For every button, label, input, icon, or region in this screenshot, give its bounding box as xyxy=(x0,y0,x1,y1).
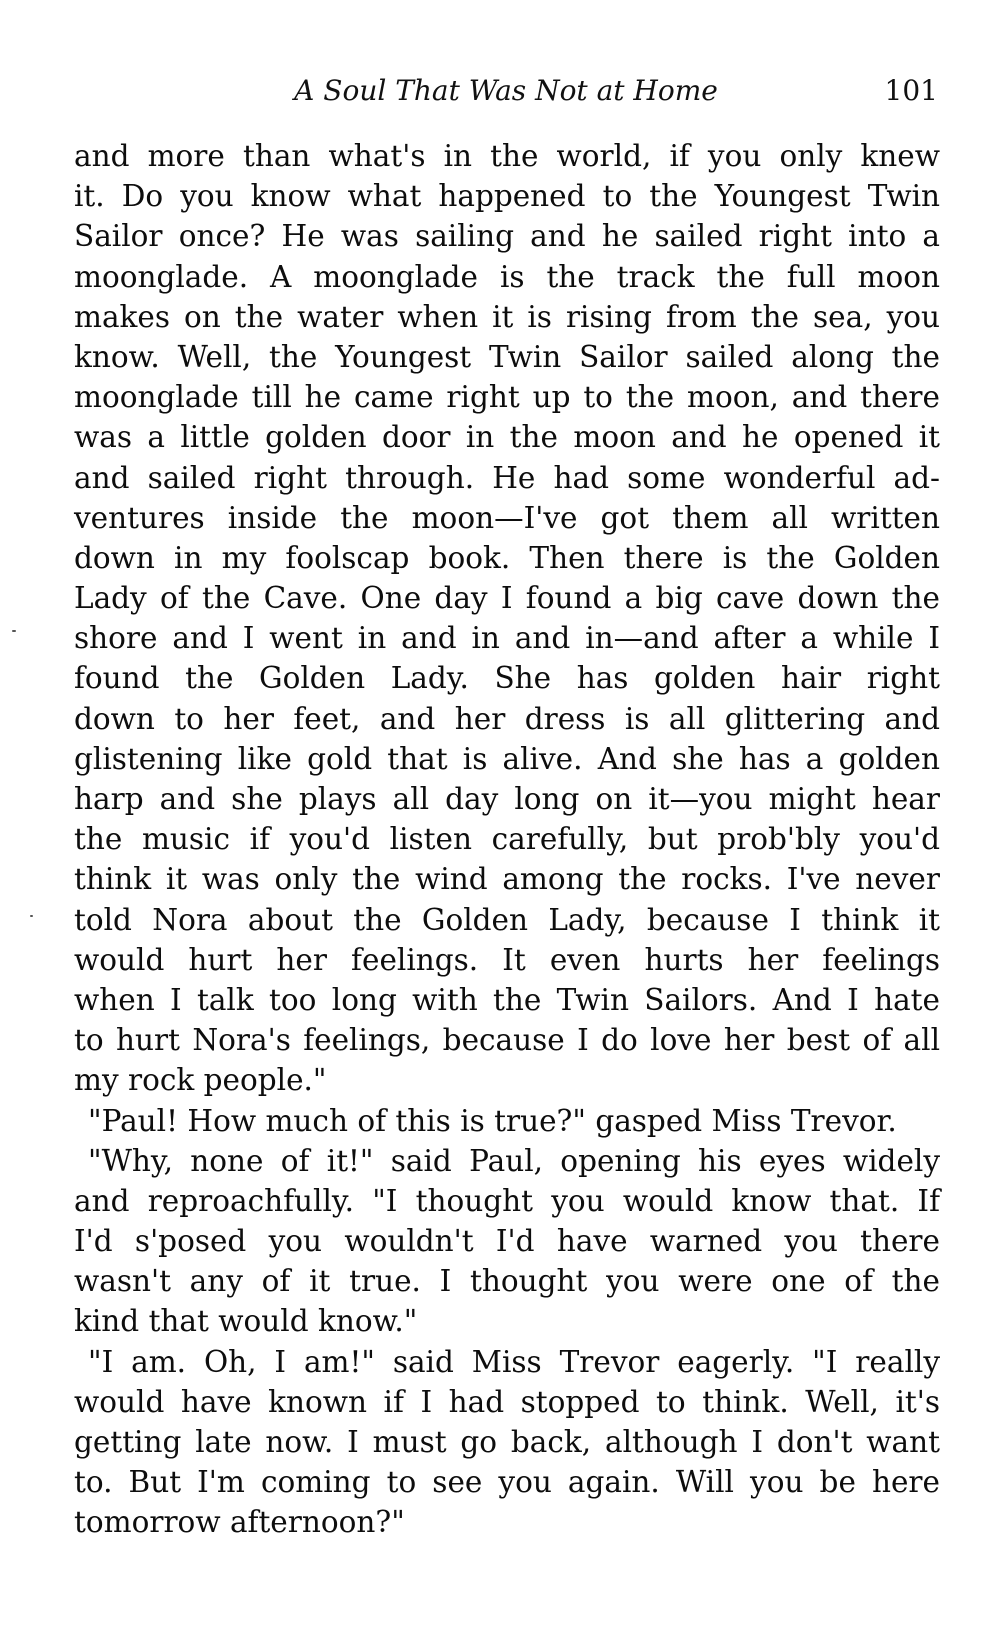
text-line: and reproachfully. "I thought you would know that. If xyxy=(74,1183,940,1218)
text-line: Sailor once? He was sailing and he sailed right into a xyxy=(74,219,940,254)
text-line: told Nora about the Golden Lady, because I think it xyxy=(74,902,940,937)
text-line: shore and I went in and in and in—and after a while I xyxy=(74,621,940,656)
text-line: "Why, none of it!" said Paul, opening his eyes widely xyxy=(88,1143,940,1178)
scan-speck xyxy=(12,630,16,632)
text-line: glistening like gold that is alive. And she has a golden xyxy=(74,741,940,776)
text-line: wasn't any of it true. I thought you were one of the xyxy=(74,1264,940,1299)
text-line: down to her feet, and her dress is all glittering and xyxy=(74,701,940,736)
text-line: Lady of the Cave. One day I found a big cave down the xyxy=(74,581,940,616)
text-line: know. Well, the Youngest Twin Sailor sailed along the xyxy=(74,339,940,374)
text-line: would have known if I had stopped to think. Well, it's xyxy=(74,1384,940,1419)
text-line: moonglade till he came right up to the moon, and there xyxy=(74,380,940,415)
text-line: harp and she plays all day long on it—you might hear xyxy=(74,782,940,816)
text-line: getting late now. I must go back, although I don't want xyxy=(74,1425,940,1459)
page-number: 101 xyxy=(884,74,938,107)
text-line: when I talk too long with the Twin Sailors. And I hate xyxy=(74,982,940,1017)
text-line: and sailed right through. He had some wonderful ad- xyxy=(74,460,940,495)
scan-speck xyxy=(30,915,33,917)
text-line: the music if you'd listen carefully, but prob'bly you'd xyxy=(74,822,940,857)
text-line: moonglade. A moonglade is the track the full moon xyxy=(74,259,940,294)
text-line: I'd s'posed you wouldn't I'd have warned you there xyxy=(74,1224,940,1259)
text-line: think it was only the wind among the rocks. I've never xyxy=(74,862,940,897)
running-title: A Soul That Was Not at Home xyxy=(294,74,718,107)
text-line: it. Do you know what happened to the Youngest Twin xyxy=(74,179,940,214)
text-line: "I am. Oh, I am!" said Miss Trevor eagerly. "I really xyxy=(88,1344,940,1379)
text-line: and more than what's in the world, if you only knew xyxy=(74,139,940,173)
text-line: to hurt Nora's feelings, because I do love her best of all xyxy=(74,1023,940,1058)
text-line: to. But I'm coming to see you again. Will you be here xyxy=(74,1465,940,1500)
text-line: tomorrow afternoon?" xyxy=(74,1505,405,1540)
text-line: down in my foolscap book. Then there is the Golden xyxy=(74,540,940,575)
body-text xyxy=(74,136,940,1543)
text-line: was a little golden door in the moon and he opened it xyxy=(74,420,940,455)
text-line: kind that would know." xyxy=(74,1304,418,1339)
text-line: ventures inside the moon—I've got them all written xyxy=(74,500,940,535)
text-line: would hurt her feelings. It even hurts her feelings xyxy=(74,942,940,977)
text-line: makes on the water when it is rising from the sea, you xyxy=(74,299,940,334)
text-line: my rock people." xyxy=(74,1063,327,1098)
text-line: "Paul! How much of this is true?" gasped Miss Trevor. xyxy=(88,1103,897,1138)
running-head xyxy=(74,68,938,112)
text-line: found the Golden Lady. She has golden hair right xyxy=(74,661,940,696)
